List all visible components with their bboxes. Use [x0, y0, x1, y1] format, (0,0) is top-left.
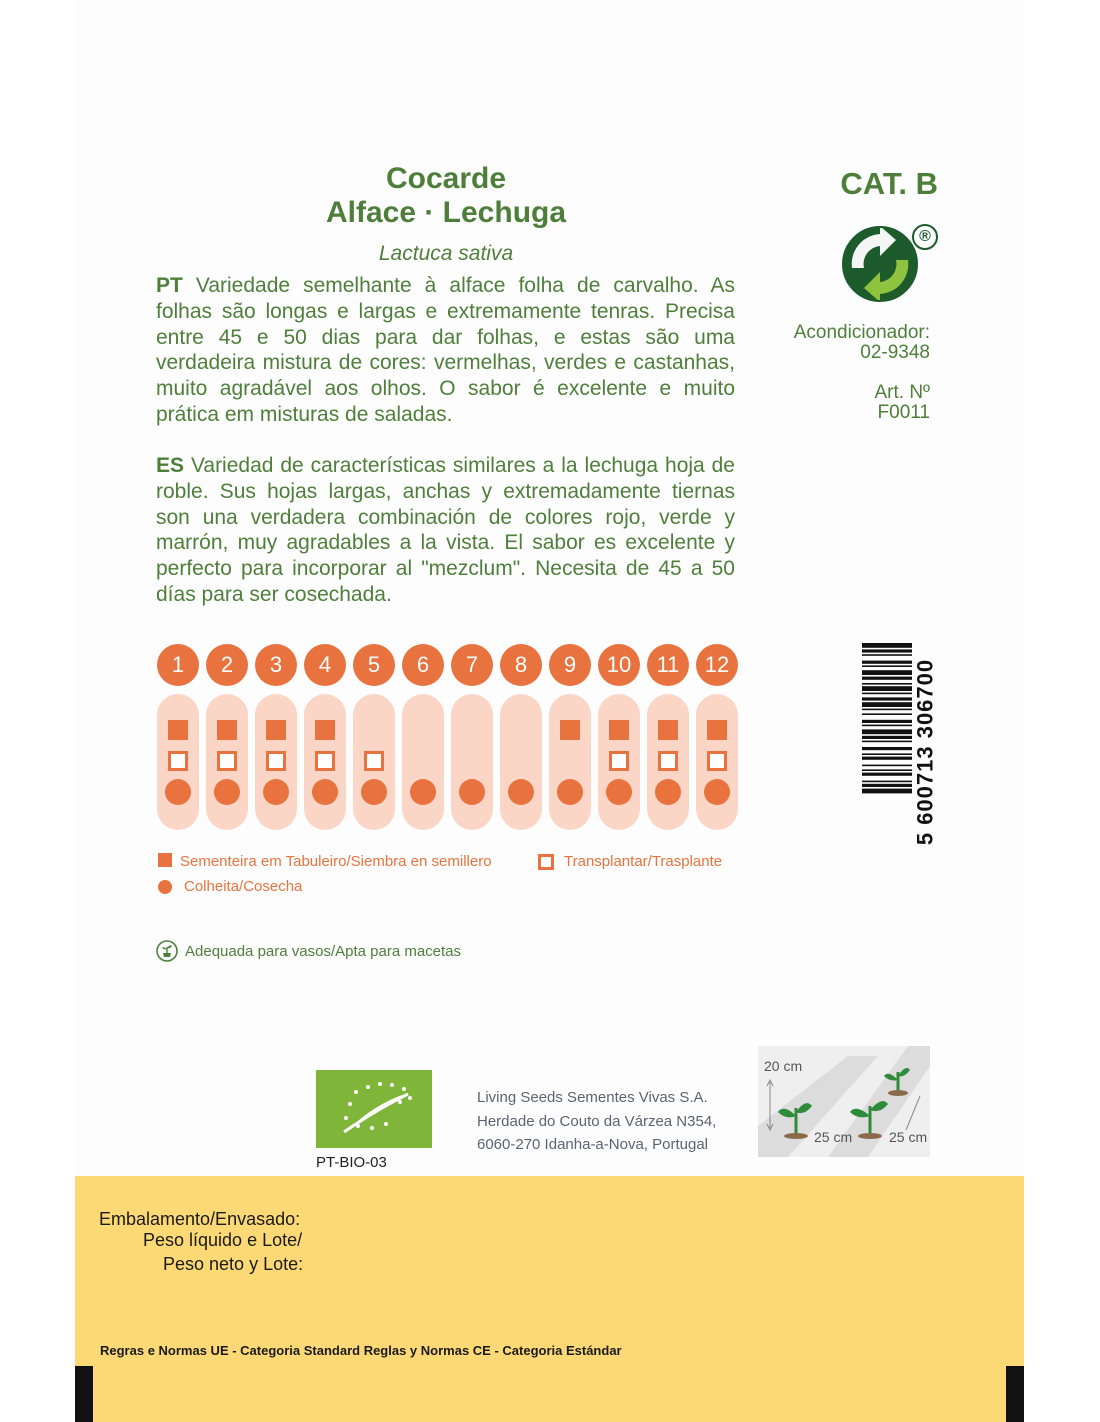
description-es — [156, 453, 735, 608]
plant-spacing-label-1: 25 cm — [814, 1129, 853, 1145]
harvest-mark — [459, 779, 485, 805]
pot-suitable-icon — [156, 940, 178, 962]
month-9-column — [549, 694, 591, 830]
harvest-mark — [410, 779, 436, 805]
net-weight-label-es: Peso neto y Lote: — [163, 1254, 304, 1274]
organic-code: PT-BIO-03 — [316, 1154, 387, 1171]
month-7-label: 7 — [451, 644, 493, 686]
harvest-mark — [263, 779, 289, 805]
harvest-mark — [557, 779, 583, 805]
company-city: 6060-270 Idanha-a-Nova, Portugal — [477, 1136, 708, 1153]
harvest-mark — [655, 779, 681, 805]
company-street: Herdade do Couto da Várzea N354, — [477, 1112, 717, 1130]
transplant-mark — [609, 751, 629, 771]
month-6-label: 6 — [402, 644, 444, 686]
harvest-mark — [312, 779, 338, 805]
transplant-mark — [364, 751, 384, 771]
company-name: Living Seeds Sementes Vivas S.A. — [477, 1089, 708, 1106]
month-9-label: 9 — [549, 644, 591, 686]
sowing-mark — [609, 720, 629, 740]
plant-spacing-label-2: 25 cm — [889, 1129, 928, 1145]
row-spacing-label: 20 cm — [764, 1058, 803, 1074]
cut-mark-left — [75, 1366, 93, 1422]
transplant-legend-icon — [538, 854, 554, 870]
harvest-mark — [704, 779, 730, 805]
harvest-legend-label: Colheita/Cosecha — [184, 878, 303, 895]
sowing-mark — [168, 720, 188, 740]
sowing-legend-label: Sementeira em Tabuleiro/Siembra en semillero — [180, 853, 492, 870]
transplant-mark — [217, 751, 237, 771]
language-code-es: ES — [156, 454, 185, 477]
company-address — [477, 1086, 716, 1157]
art-number: F0011 — [877, 402, 930, 423]
latin-name: Lactuca sativa — [378, 242, 514, 265]
sowing-mark — [315, 720, 335, 740]
barcode-digits: 5 600713 306700 — [912, 658, 938, 846]
harvest-mark — [361, 779, 387, 805]
regulations-text: Regras e Normas UE - Categoria Standard Reglas y Normas CE - Categoria Estándar — [100, 1343, 622, 1358]
month-11-label: 11 — [647, 644, 689, 686]
harvest-mark — [165, 779, 191, 805]
month-1-label: 1 — [157, 644, 199, 686]
packaging-label: Embalamento/Envasado: — [99, 1209, 301, 1229]
net-weight-label-pt: Peso líquido e Lote/ — [143, 1230, 303, 1250]
green-dot-recycling-icon — [842, 226, 918, 302]
eu-organic-logo-icon — [316, 1070, 432, 1148]
month-7-column — [451, 694, 493, 830]
transplant-mark — [707, 751, 727, 771]
sowing-legend-icon — [158, 853, 172, 867]
sowing-mark — [560, 720, 580, 740]
description-pt — [156, 273, 735, 428]
packer-number: 02-9348 — [860, 342, 930, 363]
month-2-label: 2 — [206, 644, 248, 686]
cut-mark-right — [1006, 1366, 1024, 1422]
description-es-text: Variedad de características similares a la lechuga hoja de roble. Sus hojas largas, anchas y extremadamente tiernas son una verdadera combinación de colores rojo, verde y marrón, muy agradables a la vista. El sabor es excelente y perfecto para incorporar al "mezclum". Necesita de 45 a 50 días para ser cosechada. — [156, 454, 735, 606]
pots-note: Adequada para vasos/Apta para macetas — [185, 943, 462, 960]
sowing-mark — [266, 720, 286, 740]
month-10-label: 10 — [598, 644, 640, 686]
harvest-legend-icon — [158, 880, 172, 894]
transplant-mark — [658, 751, 678, 771]
month-12-label: 12 — [696, 644, 738, 686]
art-label: Art. Nº — [874, 382, 930, 403]
transplant-mark — [266, 751, 286, 771]
packer-label: Acondicionador: — [793, 322, 930, 343]
sowing-mark — [217, 720, 237, 740]
common-names: Alface · Lechuga — [325, 196, 567, 229]
month-4-label: 4 — [304, 644, 346, 686]
transplant-mark — [315, 751, 335, 771]
variety-title: Cocarde — [385, 162, 507, 195]
transplant-legend-label: Transplantar/Trasplante — [564, 853, 723, 870]
category-label: CAT. B — [840, 166, 938, 201]
description-pt-text: Variedade semelhante à alface folha de carvalho. As folhas são longas e largas e extremamente tenras. Precisa entre 45 e 50 dias para dar folhas, e estas são uma verdadeira mistura de cores: vermelhas, verdes e castanhas, muito agradável aos olhos. O sabor é excelente e muito prática em misturas de saladas. — [156, 274, 735, 426]
month-3-label: 3 — [255, 644, 297, 686]
month-6-column — [402, 694, 444, 830]
sowing-mark — [658, 720, 678, 740]
month-8-label: 8 — [500, 644, 542, 686]
barcode-icon — [862, 643, 912, 848]
transplant-mark — [168, 751, 188, 771]
month-5-label: 5 — [353, 644, 395, 686]
month-8-column — [500, 694, 542, 830]
harvest-mark — [214, 779, 240, 805]
registered-mark: ® — [912, 224, 938, 250]
language-code-pt: PT — [156, 274, 183, 297]
sowing-mark — [707, 720, 727, 740]
harvest-mark — [606, 779, 632, 805]
harvest-mark — [508, 779, 534, 805]
